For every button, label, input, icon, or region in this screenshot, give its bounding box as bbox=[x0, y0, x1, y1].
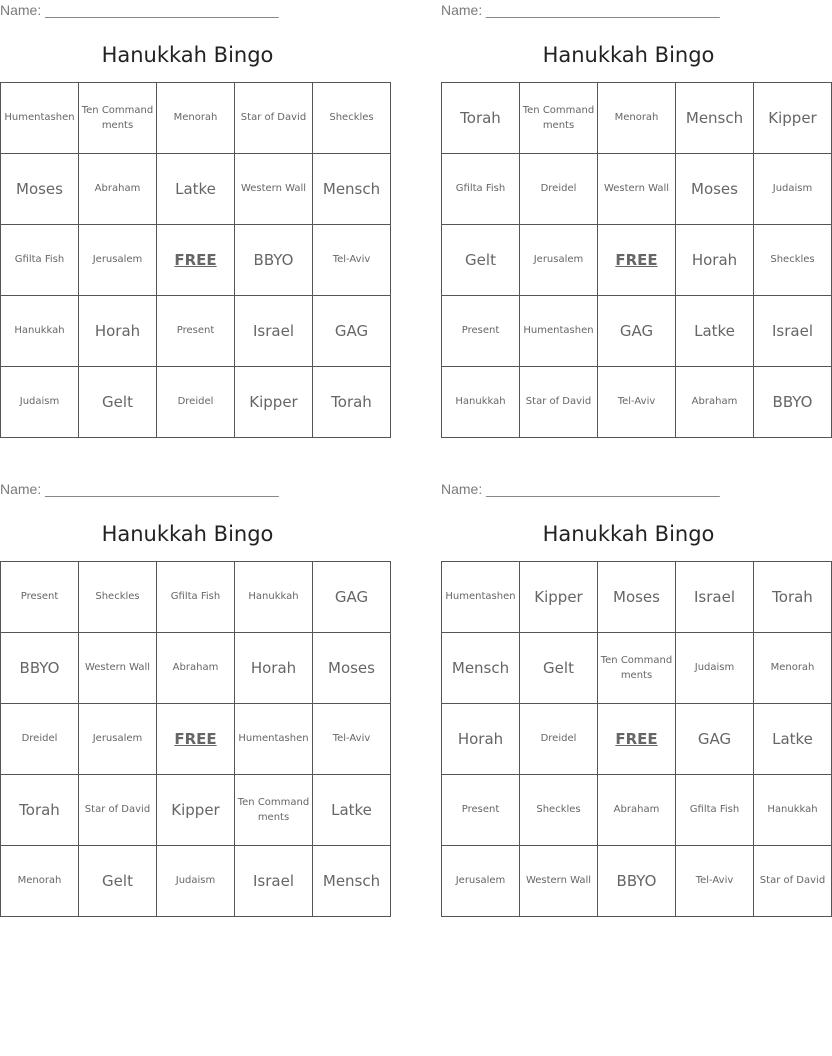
bingo-cell: Jerusalem bbox=[442, 846, 520, 917]
bingo-cell: Israel bbox=[235, 296, 313, 367]
bingo-cell: Humentashen bbox=[442, 562, 520, 633]
bingo-row bbox=[442, 775, 832, 846]
bingo-cell: Western Wall bbox=[598, 154, 676, 225]
bingo-cell: Kipper bbox=[520, 562, 598, 633]
bingo-cell: Gelt bbox=[79, 367, 157, 438]
bingo-cell: Present bbox=[442, 775, 520, 846]
name-field: Name: ______________________________ bbox=[0, 481, 279, 497]
bingo-cell: Menorah bbox=[157, 83, 235, 154]
bingo-cell: Star of David bbox=[79, 775, 157, 846]
bingo-cell: Moses bbox=[598, 562, 676, 633]
bingo-row bbox=[1, 562, 391, 633]
bingo-cell: GAG bbox=[598, 296, 676, 367]
bingo-row bbox=[1, 704, 391, 775]
bingo-row bbox=[1, 154, 391, 225]
free-space: FREE bbox=[598, 225, 676, 296]
bingo-cell: Judaism bbox=[157, 846, 235, 917]
bingo-cell: Torah bbox=[442, 83, 520, 154]
bingo-row bbox=[442, 83, 832, 154]
bingo-row bbox=[1, 83, 391, 154]
bingo-cell: Torah bbox=[313, 367, 391, 438]
card-title: Hanukkah Bingo bbox=[101, 43, 274, 67]
bingo-cell: Sheckles bbox=[754, 225, 832, 296]
bingo-cell: Gelt bbox=[79, 846, 157, 917]
bingo-cell: GAG bbox=[676, 704, 754, 775]
bingo-cell: Star of David bbox=[235, 83, 313, 154]
bingo-cell: Tel-Aviv bbox=[676, 846, 754, 917]
bingo-row bbox=[442, 367, 832, 438]
bingo-cell: BBYO bbox=[1, 633, 79, 704]
bingo-cell: Horah bbox=[442, 704, 520, 775]
card-title: Hanukkah Bingo bbox=[101, 522, 274, 546]
bingo-cell: Mensch bbox=[442, 633, 520, 704]
bingo-cell: Torah bbox=[754, 562, 832, 633]
bingo-cell: Dreidel bbox=[157, 367, 235, 438]
bingo-cell: Present bbox=[442, 296, 520, 367]
bingo-cell: Abraham bbox=[79, 154, 157, 225]
bingo-cell: Menorah bbox=[1, 846, 79, 917]
bingo-cell: Kipper bbox=[235, 367, 313, 438]
bingo-cell: Dreidel bbox=[520, 704, 598, 775]
bingo-cell: Horah bbox=[676, 225, 754, 296]
bingo-cell: Gfilta Fish bbox=[1, 225, 79, 296]
bingo-cell: Western Wall bbox=[235, 154, 313, 225]
bingo-cell: Western Wall bbox=[79, 633, 157, 704]
bingo-cell: Star of David bbox=[754, 846, 832, 917]
bingo-cell: Israel bbox=[235, 846, 313, 917]
bingo-cell: Western Wall bbox=[520, 846, 598, 917]
bingo-grid bbox=[0, 561, 391, 917]
bingo-cell: Horah bbox=[235, 633, 313, 704]
bingo-cell: Gfilta Fish bbox=[157, 562, 235, 633]
bingo-cell: Humentashen bbox=[520, 296, 598, 367]
bingo-cell: BBYO bbox=[235, 225, 313, 296]
bingo-cell: Judaism bbox=[676, 633, 754, 704]
bingo-cell: BBYO bbox=[598, 846, 676, 917]
bingo-cell: Gfilta Fish bbox=[442, 154, 520, 225]
bingo-cell: Latke bbox=[157, 154, 235, 225]
bingo-row bbox=[442, 154, 832, 225]
bingo-row bbox=[442, 633, 832, 704]
name-field: Name: ______________________________ bbox=[0, 2, 279, 18]
bingo-cell: Latke bbox=[313, 775, 391, 846]
bingo-cell: Latke bbox=[676, 296, 754, 367]
bingo-cell: Judaism bbox=[1, 367, 79, 438]
bingo-row bbox=[1, 633, 391, 704]
bingo-cell: Present bbox=[1, 562, 79, 633]
bingo-cell: Gfilta Fish bbox=[676, 775, 754, 846]
bingo-cell: Horah bbox=[79, 296, 157, 367]
bingo-row bbox=[442, 296, 832, 367]
bingo-cell: Dreidel bbox=[520, 154, 598, 225]
bingo-cell: GAG bbox=[313, 296, 391, 367]
bingo-cell: Tel-Aviv bbox=[313, 704, 391, 775]
bingo-cell: Jerusalem bbox=[520, 225, 598, 296]
bingo-grid bbox=[0, 82, 391, 438]
bingo-cell: Tel-Aviv bbox=[598, 367, 676, 438]
bingo-grid bbox=[441, 561, 832, 917]
bingo-row bbox=[442, 562, 832, 633]
bingo-cell: Ten Commandments bbox=[598, 633, 676, 704]
name-field: Name: ______________________________ bbox=[441, 481, 720, 497]
bingo-cell: Abraham bbox=[676, 367, 754, 438]
bingo-cell: Menorah bbox=[598, 83, 676, 154]
bingo-row bbox=[442, 225, 832, 296]
free-space: FREE bbox=[157, 225, 235, 296]
bingo-cell: Judaism bbox=[754, 154, 832, 225]
bingo-cell: Ten Commandments bbox=[520, 83, 598, 154]
bingo-row bbox=[442, 704, 832, 775]
free-space: FREE bbox=[598, 704, 676, 775]
bingo-cell: Moses bbox=[313, 633, 391, 704]
bingo-cell: Mensch bbox=[313, 154, 391, 225]
bingo-cell: Hanukkah bbox=[442, 367, 520, 438]
bingo-cell: Latke bbox=[754, 704, 832, 775]
bingo-cell: Mensch bbox=[676, 83, 754, 154]
name-field: Name: ______________________________ bbox=[441, 2, 720, 18]
bingo-cell: Ten Commandments bbox=[79, 83, 157, 154]
bingo-cell: Tel-Aviv bbox=[313, 225, 391, 296]
bingo-cell: Ten Commandments bbox=[235, 775, 313, 846]
bingo-cell: Gelt bbox=[442, 225, 520, 296]
card-title: Hanukkah Bingo bbox=[542, 522, 715, 546]
bingo-row bbox=[442, 846, 832, 917]
bingo-cell: Hanukkah bbox=[235, 562, 313, 633]
bingo-cell: Gelt bbox=[520, 633, 598, 704]
bingo-cell: Kipper bbox=[157, 775, 235, 846]
bingo-grid bbox=[441, 82, 832, 438]
bingo-cell: Abraham bbox=[157, 633, 235, 704]
bingo-cell: Israel bbox=[754, 296, 832, 367]
bingo-cell: BBYO bbox=[754, 367, 832, 438]
bingo-cell: Jerusalem bbox=[79, 704, 157, 775]
bingo-row bbox=[1, 846, 391, 917]
bingo-cell: Moses bbox=[1, 154, 79, 225]
bingo-cell: Humentashen bbox=[1, 83, 79, 154]
bingo-cell: Sheckles bbox=[313, 83, 391, 154]
bingo-cell: Moses bbox=[676, 154, 754, 225]
bingo-cell: Sheckles bbox=[79, 562, 157, 633]
bingo-cell: Menorah bbox=[754, 633, 832, 704]
bingo-row bbox=[1, 296, 391, 367]
bingo-row bbox=[1, 225, 391, 296]
bingo-cell: Dreidel bbox=[1, 704, 79, 775]
free-space: FREE bbox=[157, 704, 235, 775]
bingo-row bbox=[1, 367, 391, 438]
bingo-cell: Sheckles bbox=[520, 775, 598, 846]
bingo-cell: Kipper bbox=[754, 83, 832, 154]
bingo-cell: Present bbox=[157, 296, 235, 367]
bingo-cell: Mensch bbox=[313, 846, 391, 917]
bingo-cell: Humentashen bbox=[235, 704, 313, 775]
bingo-cell: GAG bbox=[313, 562, 391, 633]
bingo-cell: Jerusalem bbox=[79, 225, 157, 296]
bingo-cell: Torah bbox=[1, 775, 79, 846]
card-title: Hanukkah Bingo bbox=[542, 43, 715, 67]
bingo-cell: Star of David bbox=[520, 367, 598, 438]
bingo-cell: Hanukkah bbox=[754, 775, 832, 846]
bingo-cell: Hanukkah bbox=[1, 296, 79, 367]
bingo-cell: Abraham bbox=[598, 775, 676, 846]
bingo-cell: Israel bbox=[676, 562, 754, 633]
bingo-row bbox=[1, 775, 391, 846]
